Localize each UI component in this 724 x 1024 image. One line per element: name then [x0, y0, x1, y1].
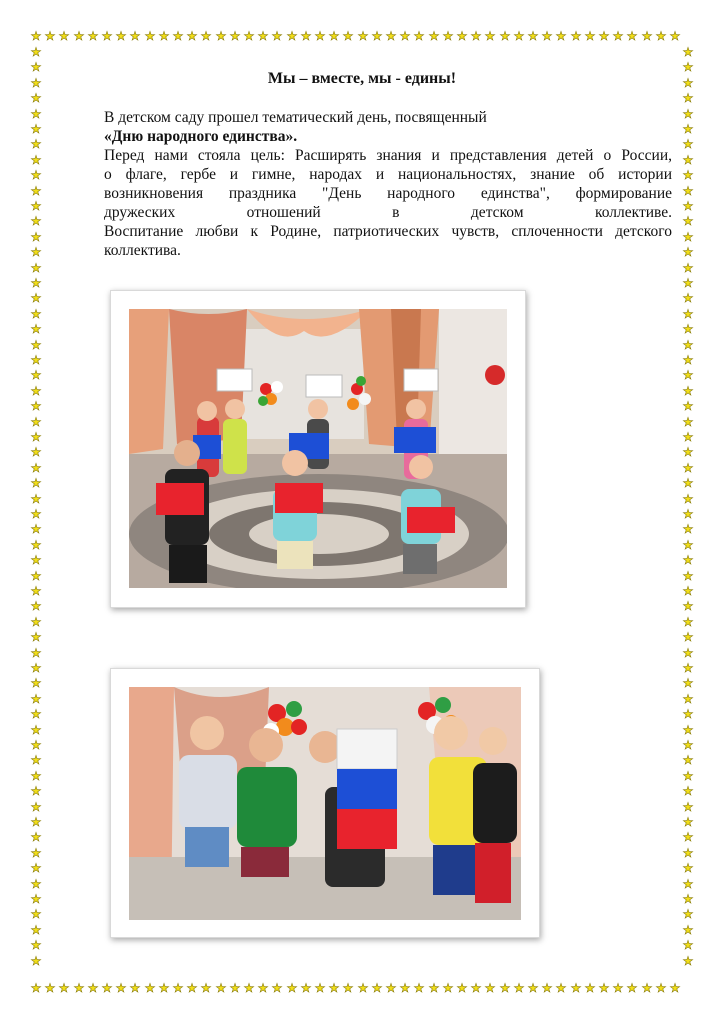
star-icon: ★	[215, 29, 227, 43]
star-icon: ★	[30, 476, 42, 490]
star-icon: ★	[598, 981, 610, 995]
star-icon: ★	[30, 846, 42, 860]
star-icon: ★	[30, 923, 42, 937]
star-icon: ★	[30, 738, 42, 752]
star-icon: ★	[682, 353, 694, 367]
star-icon: ★	[30, 692, 42, 706]
star-icon: ★	[682, 184, 694, 198]
star-icon: ★	[371, 29, 383, 43]
star-icon: ★	[513, 981, 525, 995]
star-icon: ★	[682, 615, 694, 629]
star-icon: ★	[30, 676, 42, 690]
star-icon: ★	[682, 753, 694, 767]
star-icon: ★	[342, 29, 354, 43]
star-icon: ★	[30, 245, 42, 259]
star-icon: ★	[570, 29, 582, 43]
star-icon: ★	[58, 29, 70, 43]
star-border-bottom	[0, 982, 724, 996]
star-icon: ★	[682, 415, 694, 429]
goal-line-6: коллектива.	[104, 242, 181, 259]
star-icon: ★	[229, 29, 241, 43]
star-icon: ★	[30, 60, 42, 74]
star-icon: ★	[115, 29, 127, 43]
intro-line: В детском саду прошел тематический день, посвященный	[104, 109, 487, 126]
star-icon: ★	[30, 646, 42, 660]
star-icon: ★	[101, 29, 113, 43]
star-icon: ★	[399, 981, 411, 995]
star-icon: ★	[682, 784, 694, 798]
star-icon: ★	[271, 981, 283, 995]
star-icon: ★	[456, 981, 468, 995]
star-icon: ★	[73, 29, 85, 43]
star-icon: ★	[442, 981, 454, 995]
star-icon: ★	[73, 981, 85, 995]
star-icon: ★	[682, 599, 694, 613]
star-icon: ★	[682, 507, 694, 521]
star-icon: ★	[30, 29, 42, 43]
star-icon: ★	[129, 981, 141, 995]
star-icon: ★	[30, 800, 42, 814]
star-icon: ★	[115, 981, 127, 995]
star-icon: ★	[286, 29, 298, 43]
star-icon: ★	[30, 954, 42, 968]
star-icon: ★	[30, 384, 42, 398]
star-icon: ★	[669, 981, 681, 995]
star-icon: ★	[58, 981, 70, 995]
star-icon: ★	[682, 861, 694, 875]
star-icon: ★	[30, 184, 42, 198]
star-icon: ★	[682, 692, 694, 706]
star-icon: ★	[541, 981, 553, 995]
star-icon: ★	[30, 707, 42, 721]
star-icon: ★	[30, 830, 42, 844]
star-icon: ★	[30, 338, 42, 352]
star-icon: ★	[682, 938, 694, 952]
star-icon: ★	[30, 538, 42, 552]
star-icon: ★	[682, 307, 694, 321]
star-icon: ★	[144, 981, 156, 995]
star-icon: ★	[682, 322, 694, 336]
star-icon: ★	[30, 76, 42, 90]
star-icon: ★	[555, 981, 567, 995]
star-icon: ★	[30, 276, 42, 290]
star-icon: ★	[229, 981, 241, 995]
star-icon: ★	[30, 507, 42, 521]
star-icon: ★	[30, 137, 42, 151]
star-icon: ★	[682, 122, 694, 136]
star-icon: ★	[30, 399, 42, 413]
star-icon: ★	[385, 29, 397, 43]
star-icon: ★	[30, 91, 42, 105]
goal-line-3: возникновения праздника "День народного единства", формирование	[104, 185, 672, 202]
star-icon: ★	[682, 676, 694, 690]
star-icon: ★	[682, 214, 694, 228]
star-icon: ★	[655, 29, 667, 43]
star-icon: ★	[682, 384, 694, 398]
star-icon: ★	[30, 168, 42, 182]
star-icon: ★	[30, 307, 42, 321]
star-border-right	[682, 0, 696, 1024]
star-icon: ★	[682, 91, 694, 105]
star-icon: ★	[30, 353, 42, 367]
star-icon: ★	[30, 430, 42, 444]
star-icon: ★	[682, 907, 694, 921]
star-icon: ★	[30, 938, 42, 952]
star-icon: ★	[30, 615, 42, 629]
star-icon: ★	[30, 199, 42, 213]
goal-line-1: Перед нами стояла цель: Расширять знания и представления детей о России,	[104, 147, 672, 164]
star-icon: ★	[30, 723, 42, 737]
star-icon: ★	[682, 646, 694, 660]
star-icon: ★	[682, 923, 694, 937]
star-icon: ★	[186, 981, 198, 995]
star-icon: ★	[682, 830, 694, 844]
star-icon: ★	[484, 29, 496, 43]
star-icon: ★	[357, 981, 369, 995]
star-icon: ★	[484, 981, 496, 995]
star-icon: ★	[456, 29, 468, 43]
star-icon: ★	[682, 276, 694, 290]
star-icon: ★	[328, 29, 340, 43]
star-icon: ★	[144, 29, 156, 43]
star-icon: ★	[413, 29, 425, 43]
star-icon: ★	[428, 981, 440, 995]
star-icon: ★	[30, 907, 42, 921]
star-icon: ★	[682, 45, 694, 59]
star-icon: ★	[682, 707, 694, 721]
star-icon: ★	[300, 29, 312, 43]
star-icon: ★	[442, 29, 454, 43]
star-icon: ★	[641, 29, 653, 43]
star-icon: ★	[682, 569, 694, 583]
star-icon: ★	[612, 29, 624, 43]
star-icon: ★	[172, 29, 184, 43]
star-icon: ★	[30, 769, 42, 783]
star-icon: ★	[669, 29, 681, 43]
photo-2-children-with-flag	[129, 687, 521, 920]
star-icon: ★	[682, 769, 694, 783]
star-icon: ★	[30, 445, 42, 459]
star-icon: ★	[682, 245, 694, 259]
star-icon: ★	[30, 661, 42, 675]
star-icon: ★	[30, 553, 42, 567]
star-icon: ★	[682, 153, 694, 167]
star-icon: ★	[527, 981, 539, 995]
star-icon: ★	[470, 981, 482, 995]
star-icon: ★	[371, 981, 383, 995]
star-icon: ★	[682, 399, 694, 413]
star-icon: ★	[682, 476, 694, 490]
star-icon: ★	[30, 322, 42, 336]
star-icon: ★	[626, 29, 638, 43]
star-icon: ★	[243, 981, 255, 995]
document-title: Мы – вместе, мы - едины!	[267, 70, 457, 87]
star-icon: ★	[44, 29, 56, 43]
star-icon: ★	[682, 107, 694, 121]
star-icon: ★	[300, 981, 312, 995]
star-icon: ★	[314, 981, 326, 995]
star-icon: ★	[30, 122, 42, 136]
star-icon: ★	[328, 981, 340, 995]
star-icon: ★	[44, 981, 56, 995]
star-icon: ★	[314, 29, 326, 43]
star-icon: ★	[30, 461, 42, 475]
star-icon: ★	[413, 981, 425, 995]
star-icon: ★	[513, 29, 525, 43]
star-icon: ★	[682, 738, 694, 752]
star-icon: ★	[682, 892, 694, 906]
star-icon: ★	[682, 538, 694, 552]
star-icon: ★	[30, 107, 42, 121]
star-icon: ★	[598, 29, 610, 43]
star-icon: ★	[682, 461, 694, 475]
star-icon: ★	[30, 45, 42, 59]
star-icon: ★	[470, 29, 482, 43]
event-name: «Дню народного единства».	[104, 128, 298, 145]
star-icon: ★	[30, 153, 42, 167]
star-icon: ★	[215, 981, 227, 995]
star-icon: ★	[87, 29, 99, 43]
star-icon: ★	[399, 29, 411, 43]
star-icon: ★	[682, 800, 694, 814]
star-icon: ★	[30, 877, 42, 891]
star-icon: ★	[200, 981, 212, 995]
star-icon: ★	[584, 29, 596, 43]
star-icon: ★	[682, 553, 694, 567]
photo-frame-2	[110, 668, 540, 938]
star-icon: ★	[541, 29, 553, 43]
star-icon: ★	[30, 214, 42, 228]
star-icon: ★	[682, 492, 694, 506]
star-icon: ★	[87, 981, 99, 995]
star-icon: ★	[30, 415, 42, 429]
star-icon: ★	[655, 981, 667, 995]
star-icon: ★	[682, 368, 694, 382]
star-icon: ★	[257, 981, 269, 995]
star-icon: ★	[200, 29, 212, 43]
star-icon: ★	[357, 29, 369, 43]
star-icon: ★	[682, 723, 694, 737]
star-icon: ★	[570, 981, 582, 995]
star-icon: ★	[682, 584, 694, 598]
photo-frame-1	[110, 290, 526, 608]
star-icon: ★	[499, 981, 511, 995]
star-icon: ★	[682, 661, 694, 675]
star-icon: ★	[682, 846, 694, 860]
star-icon: ★	[30, 522, 42, 536]
star-border-top	[0, 30, 724, 44]
star-icon: ★	[30, 261, 42, 275]
star-icon: ★	[30, 630, 42, 644]
star-icon: ★	[682, 815, 694, 829]
star-icon: ★	[612, 981, 624, 995]
star-icon: ★	[682, 76, 694, 90]
goal-line-5: Воспитание любви к Родине, патриотических чувств, сплоченности детского	[104, 223, 672, 240]
star-icon: ★	[555, 29, 567, 43]
star-icon: ★	[30, 784, 42, 798]
star-icon: ★	[682, 877, 694, 891]
star-icon: ★	[682, 630, 694, 644]
star-icon: ★	[257, 29, 269, 43]
star-icon: ★	[30, 492, 42, 506]
star-icon: ★	[527, 29, 539, 43]
star-icon: ★	[682, 338, 694, 352]
goal-line-2: о флаге, гербе и гимне, народах и национальностях, знание об истории	[104, 166, 672, 183]
star-icon: ★	[186, 29, 198, 43]
star-icon: ★	[30, 753, 42, 767]
star-icon: ★	[286, 981, 298, 995]
photo-1-children-with-paper	[129, 309, 507, 588]
star-icon: ★	[30, 981, 42, 995]
star-icon: ★	[682, 291, 694, 305]
star-icon: ★	[682, 137, 694, 151]
star-icon: ★	[158, 981, 170, 995]
star-icon: ★	[682, 430, 694, 444]
star-icon: ★	[172, 981, 184, 995]
star-icon: ★	[30, 368, 42, 382]
star-icon: ★	[682, 199, 694, 213]
star-icon: ★	[30, 861, 42, 875]
star-icon: ★	[101, 981, 113, 995]
star-icon: ★	[243, 29, 255, 43]
star-icon: ★	[342, 981, 354, 995]
star-icon: ★	[385, 981, 397, 995]
star-icon: ★	[129, 29, 141, 43]
star-icon: ★	[499, 29, 511, 43]
star-icon: ★	[30, 892, 42, 906]
star-icon: ★	[682, 168, 694, 182]
star-icon: ★	[641, 981, 653, 995]
star-icon: ★	[682, 230, 694, 244]
goal-line-4: дружеских отношений в детском коллективе.	[104, 204, 672, 221]
star-icon: ★	[584, 981, 596, 995]
star-icon: ★	[30, 230, 42, 244]
star-icon: ★	[682, 445, 694, 459]
star-icon: ★	[30, 584, 42, 598]
star-border-left	[30, 0, 44, 1024]
star-icon: ★	[30, 291, 42, 305]
star-icon: ★	[158, 29, 170, 43]
star-icon: ★	[682, 522, 694, 536]
star-icon: ★	[682, 261, 694, 275]
star-icon: ★	[682, 954, 694, 968]
star-icon: ★	[30, 815, 42, 829]
star-icon: ★	[682, 60, 694, 74]
star-icon: ★	[428, 29, 440, 43]
star-icon: ★	[271, 29, 283, 43]
star-icon: ★	[626, 981, 638, 995]
star-icon: ★	[30, 569, 42, 583]
star-icon: ★	[30, 599, 42, 613]
